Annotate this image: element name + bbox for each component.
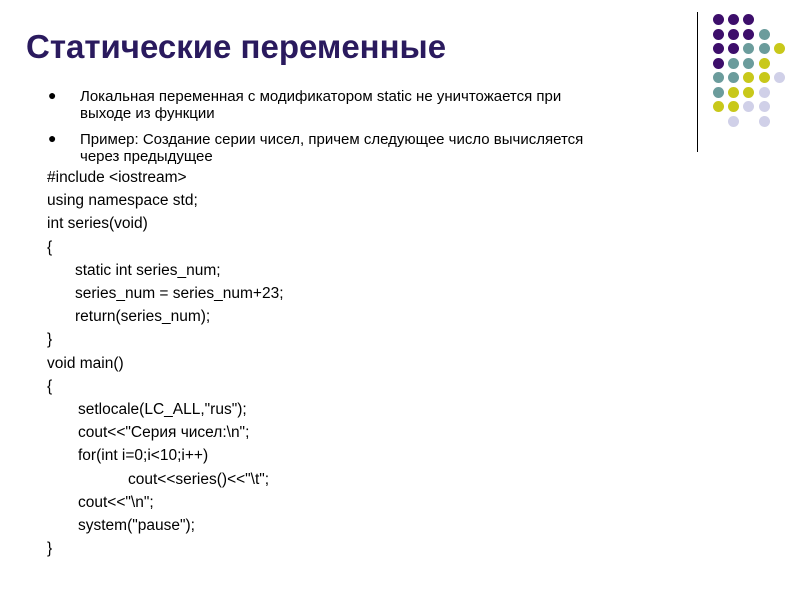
decorative-dot: [759, 43, 770, 54]
code-line: }: [47, 331, 53, 349]
bullet-icon: ●: [48, 130, 57, 146]
decorative-dot: [713, 29, 724, 40]
code-line: void main(): [47, 354, 124, 372]
decorative-dot: [759, 116, 770, 127]
decorative-dot: [713, 58, 724, 69]
code-line: system("pause");: [78, 517, 195, 534]
decorative-dot: [728, 58, 739, 69]
code-line: return(series_num);: [75, 308, 211, 326]
code-line: using namespace std;: [47, 192, 198, 210]
decorative-dot: [728, 14, 739, 25]
decorative-dot: [743, 87, 754, 98]
code-line: {: [47, 377, 53, 395]
decorative-dot: [759, 72, 770, 83]
decorative-dot: [743, 29, 754, 40]
decorative-dot: [743, 101, 754, 112]
bullet-text: через предыдущее: [80, 148, 213, 165]
decorative-dot: [743, 58, 754, 69]
decorative-dot: [759, 87, 770, 98]
decorative-dot: [743, 14, 754, 25]
code-line: cout<<"Серия чисел:\n";: [78, 424, 250, 442]
bullet-text: выходе из функции: [80, 105, 215, 122]
decorative-dot: [713, 72, 724, 83]
code-line: for(int i=0;i<10;i++): [78, 447, 209, 465]
decorative-dot: [774, 72, 785, 83]
code-line: series_num = series_num+23;: [75, 285, 284, 302]
decorative-dot: [728, 29, 739, 40]
decorative-dot: [759, 29, 770, 40]
code-line: cout<<series()<<"\t";: [128, 470, 270, 488]
code-line: #include <iostream>: [47, 169, 187, 186]
bullet-text: Локальная переменная с модификатором static не уничтожается при: [80, 88, 562, 105]
code-line: int series(void): [47, 215, 148, 233]
slide-title: Статические переменные: [26, 28, 447, 65]
decorative-dot: [713, 43, 724, 54]
decorative-dot: [728, 72, 739, 83]
code-line: }: [47, 540, 53, 558]
decorative-dot: [743, 72, 754, 83]
decorative-dot: [743, 43, 754, 54]
decorative-dot: [759, 58, 770, 69]
bullet-icon: ●: [48, 87, 57, 103]
code-line: {: [47, 238, 53, 256]
code-line: setlocale(LC_ALL,"rus");: [78, 401, 247, 418]
bullet-text: Пример: Создание серии чисел, причем следующее число вычисляется: [80, 131, 584, 148]
code-line: cout<<"\n";: [78, 493, 154, 511]
code-line: static int series_num;: [75, 261, 221, 279]
decorative-dot: [759, 101, 770, 112]
decorative-dot: [728, 43, 739, 54]
decorative-dot: [774, 43, 785, 54]
decorative-dot: [713, 14, 724, 25]
